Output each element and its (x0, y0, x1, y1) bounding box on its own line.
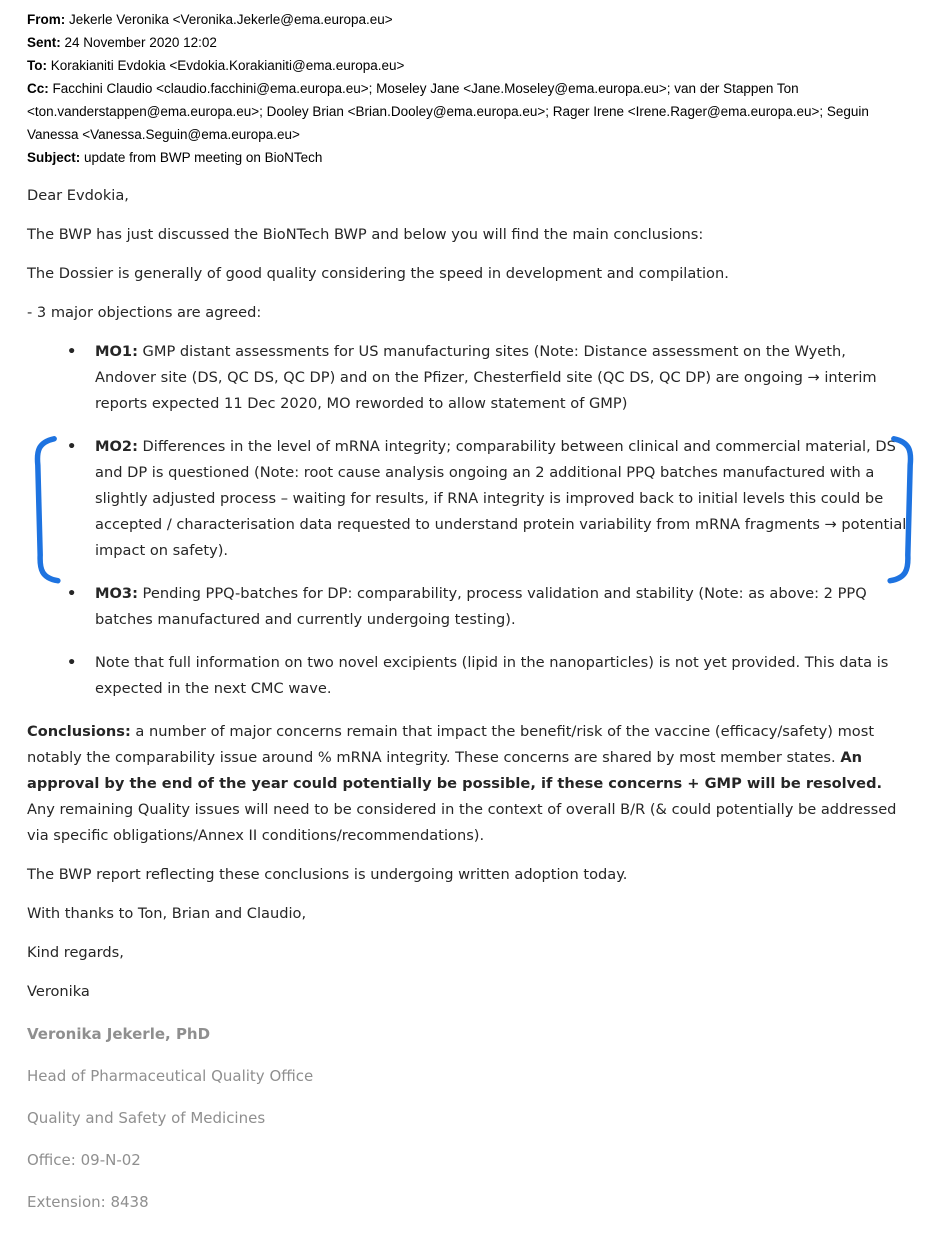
list-item-excipients-note (27, 650, 911, 702)
highlight-bracket-right-icon (885, 434, 919, 587)
bullet-icon: • (67, 585, 77, 602)
sent-label: Sent: (27, 35, 61, 50)
subject-label: Subject: (27, 150, 81, 165)
conclusions-bold-statement: An approval by the end of the year could potentially be possible, if these concerns + GMP will be resolved. (27, 749, 883, 792)
signature-title-2: Quality and Safety of Medicines (27, 1109, 266, 1127)
email-header (27, 8, 911, 169)
signature-extension: Extension: 8438 (27, 1193, 149, 1211)
header-sent-line (27, 31, 911, 54)
objections-list (27, 339, 911, 702)
signature-block (27, 1018, 911, 1219)
header-to-line (27, 54, 911, 77)
highlight-bracket-left-icon (29, 434, 63, 587)
list-item-mo1 (27, 339, 911, 417)
greeting: Dear Evdokia, (27, 187, 129, 204)
mo3-text: Pending PPQ-batches for DP: comparability, process validation and stability (Note: as above: 2 PPQ batches manufactured and currently undergoing testing). (95, 585, 867, 628)
paragraph-adoption: The BWP report reflecting these conclusions is undergoing written adoption today. (27, 866, 628, 883)
paragraph-dossier: The Dossier is generally of good quality considering the speed in development and compilation. (27, 265, 729, 282)
to-value: Korakianiti Evdokia <Evdokia.Korakianiti@ema.europa.eu> (50, 58, 405, 73)
mo2-label: MO2: (95, 438, 138, 455)
highlight-bracket-right-path (890, 439, 911, 581)
excipients-note-text: Note that full information on two novel excipients (lipid in the nanoparticles) is not yet provided. This data is expected in the next CMC wave. (95, 654, 889, 697)
subject-value: update from BWP meeting on BioNTech (84, 150, 323, 165)
list-item-mo2 (27, 434, 911, 564)
mo1-label: MO1: (95, 343, 138, 360)
signature-office: Office: 09-N-02 (27, 1151, 141, 1169)
to-label: To: (27, 58, 47, 73)
closing-regards: Kind regards, (27, 944, 124, 961)
paragraph-objections: - 3 major objections are agreed: (27, 304, 262, 321)
header-subject-line (27, 146, 911, 169)
paragraph-intro: The BWP has just discussed the BioNTech BWP and below you will find the main conclusions: (27, 226, 704, 243)
cc-value: Facchini Claudio <claudio.facchini@ema.europa.eu>; Moseley Jane <Jane.Moseley@ema.europa.eu>; van der Stappen Ton <ton.vanderstappen@ema.europa.eu>; Dooley Brian <Brian.Dooley@ema.europa.eu>; Rager Irene <Irene.Rager@ema.europa.eu>; Seguin Vanessa <Vanessa.Seguin@ema.europa.eu> (27, 81, 869, 142)
bullet-icon: • (67, 654, 77, 671)
paragraph-thanks: With thanks to Ton, Brian and Claudio, (27, 905, 307, 922)
sent-value: 24 November 2020 12:02 (64, 35, 217, 50)
header-from-line (27, 8, 911, 31)
mo2-text: Differences in the level of mRNA integrity; comparability between clinical and commercial material, DS and DP is questioned (Note: root cause analysis ongoing an 2 additional PPQ batches manufactured with a slightly adjusted process – waiting for results, if RNA integrity is improved back to initial levels this could be accepted / characterisation data requested to understand protein variability from mRNA fragments → potential impact on safety). (95, 438, 907, 559)
bullet-icon: • (67, 343, 77, 360)
header-cc-line (27, 77, 911, 146)
email-body (27, 183, 911, 1219)
paragraph-conclusions (27, 719, 911, 849)
conclusions-text-1: a number of major concerns remain that impact the benefit/risk of the vaccine (efficacy/safety) most notably the comparability issue around % mRNA integrity. These concerns are shared by most member states. (27, 723, 875, 766)
conclusions-label: Conclusions: (27, 723, 131, 740)
from-value: Jekerle Veronika <Veronika.Jekerle@ema.europa.eu> (69, 12, 393, 27)
signature-title-1: Head of Pharmaceutical Quality Office (27, 1067, 314, 1085)
cc-label: Cc: (27, 81, 49, 96)
list-item-mo3 (27, 581, 911, 633)
mo3-label: MO3: (95, 585, 138, 602)
mo1-text: GMP distant assessments for US manufacturing sites (Note: Distance assessment on the Wyeth, Andover site (DS, QC DS, QC DP) and on the Pfizer, Chesterfield site (QC DS, QC DP) are ongoing → interim reports expected 11 Dec 2020, MO reworded to allow statement of GMP) (95, 343, 877, 412)
bullet-icon: • (67, 438, 77, 455)
from-label: From: (27, 12, 66, 27)
conclusions-text-2: Any remaining Quality issues will need to be considered in the context of overall B/R (& could potentially be addressed via specific obligations/Annex II conditions/recommendations). (27, 801, 897, 844)
highlight-bracket-left-path (37, 439, 58, 581)
sender-name: Veronika (27, 983, 90, 1000)
signature-name: Veronika Jekerle, PhD (27, 1025, 211, 1043)
